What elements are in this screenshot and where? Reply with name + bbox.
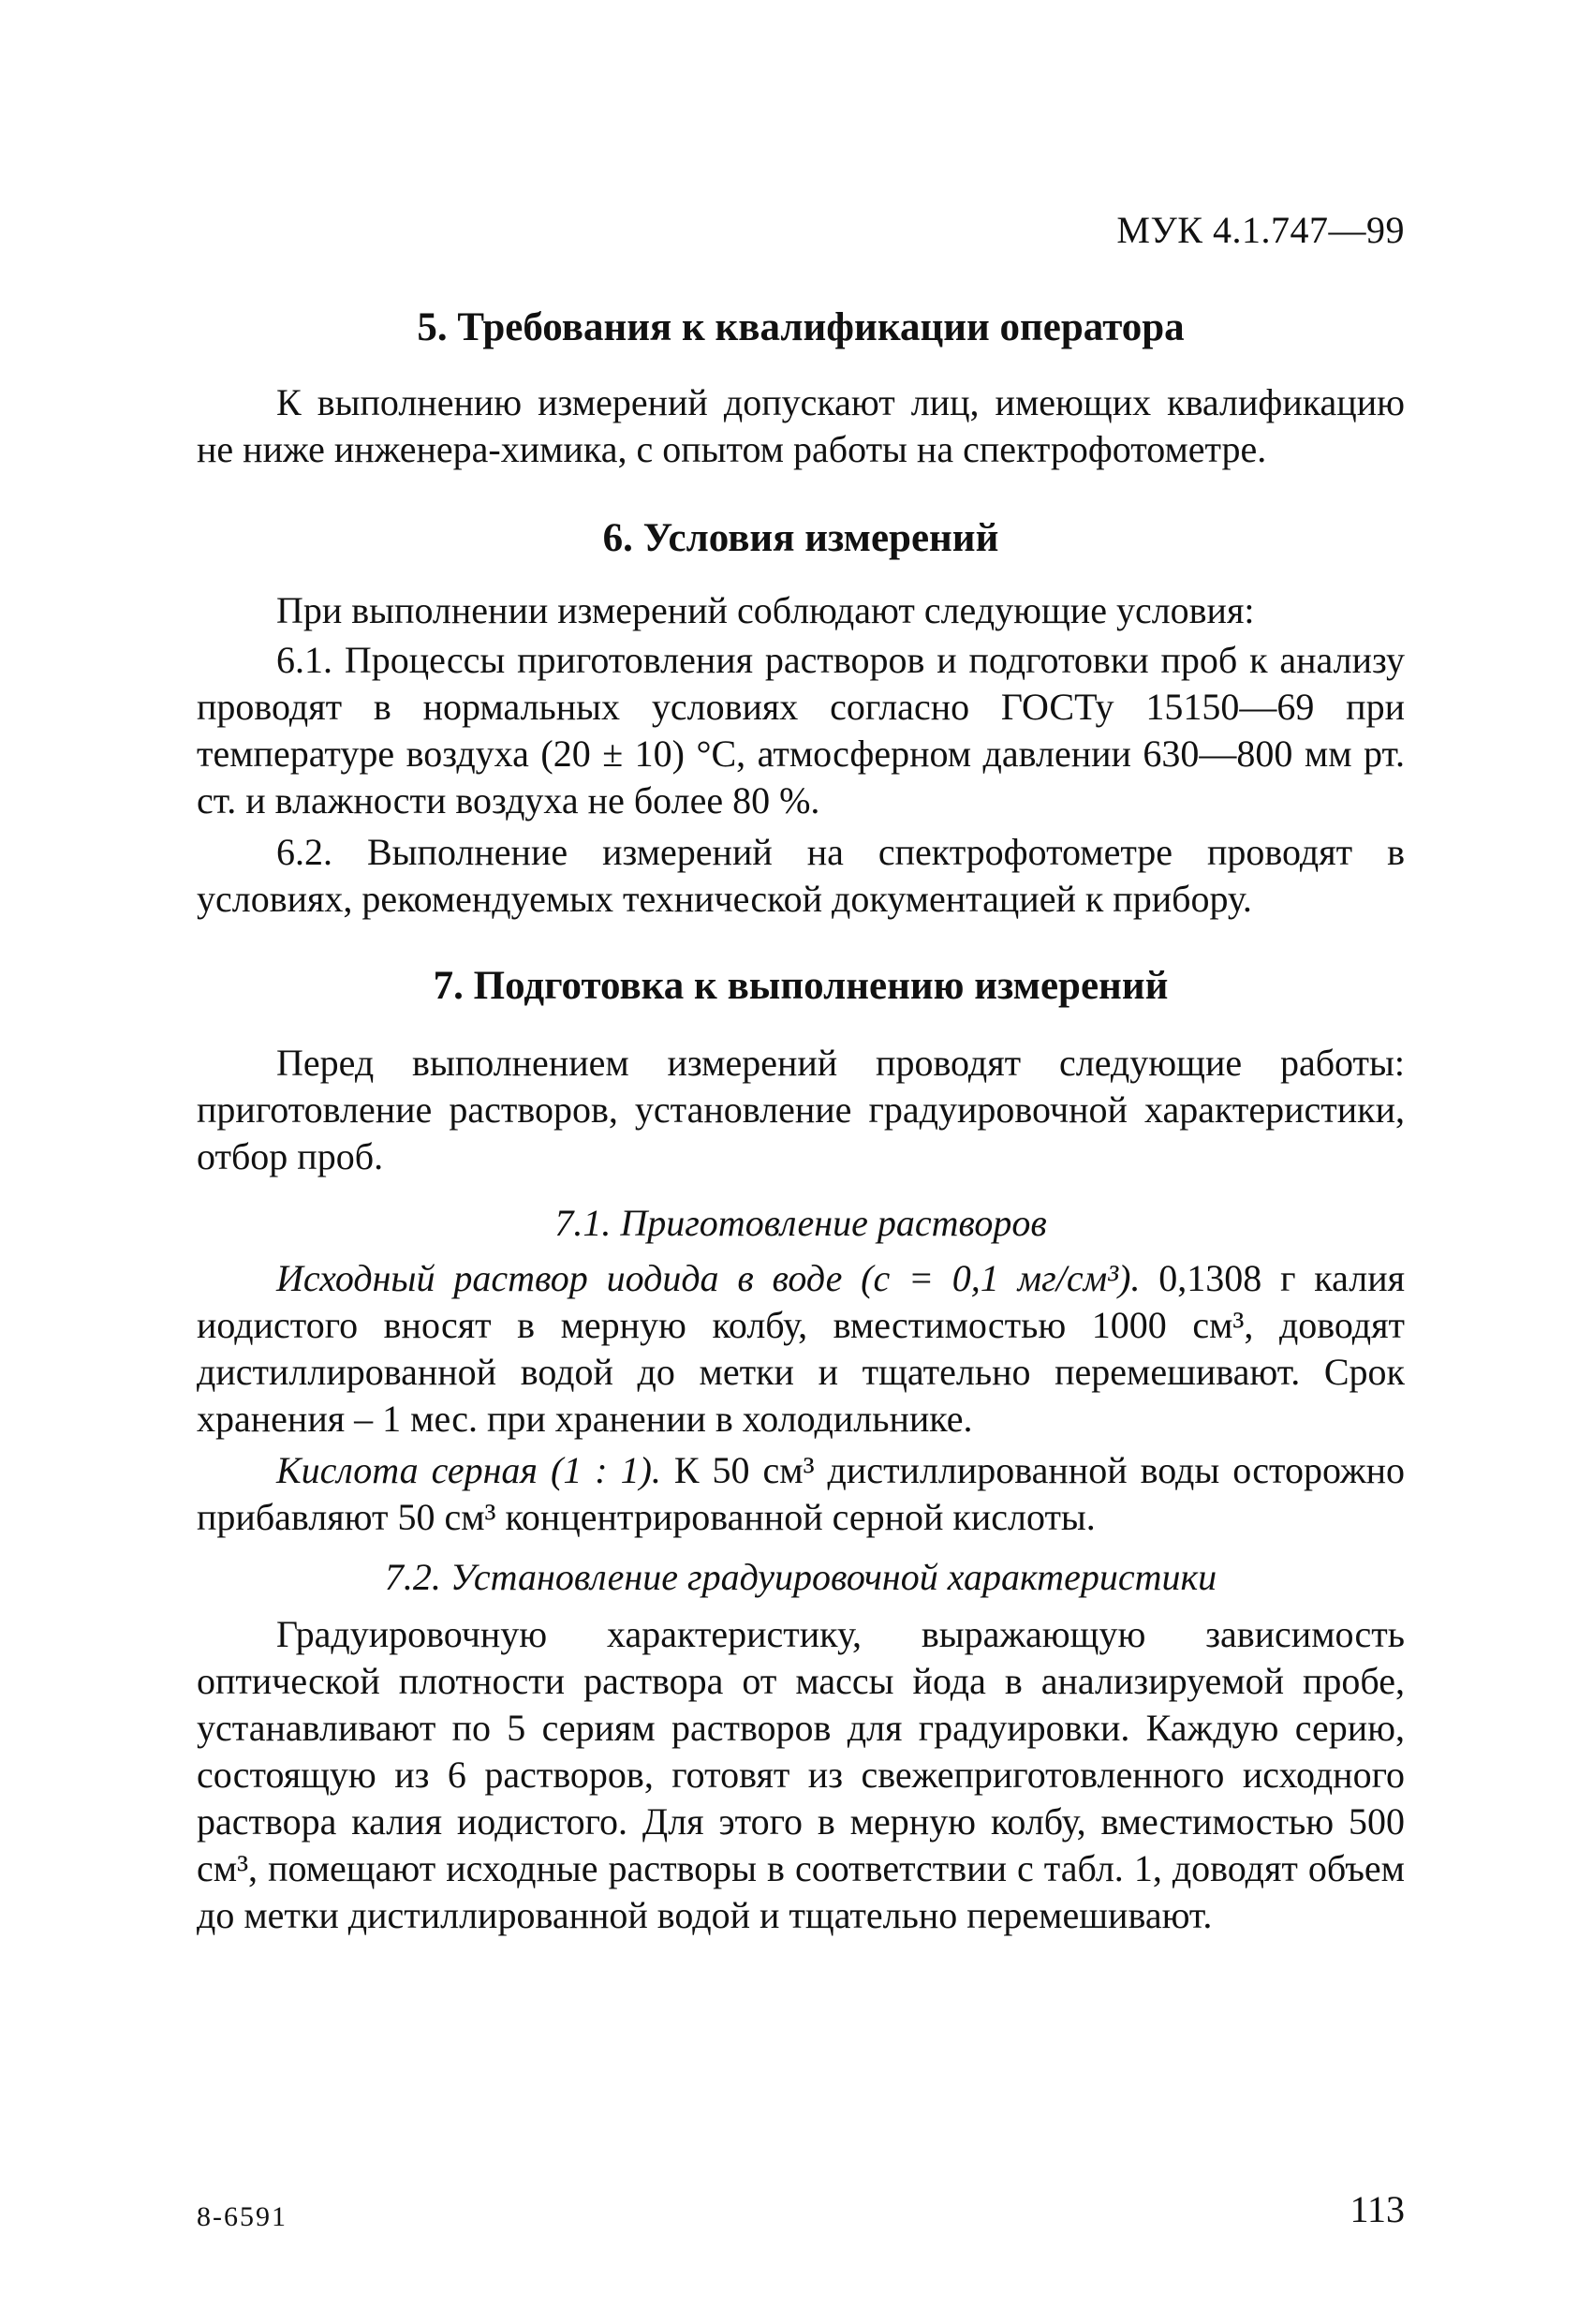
stock-solution-text: 0,1308 г калия иодистого вносят в мерную колбу, вместимостью 1000 см³, доводят дистиллированной водой до метки и тщательно перемешивают. Срок хранения – 1 мес. при хранении в холодильнике. xyxy=(197,1257,1406,1440)
stock-solution-paragraph xyxy=(197,1255,1405,1443)
section-6-item-2: 6.2. Выполнение измерений на спектрофотометре проводят в условиях, рекомендуемых технической документацией к прибору. xyxy=(197,831,1405,920)
document-page xyxy=(197,0,1405,2324)
section-6-heading: 6. Условия измерений xyxy=(602,516,999,560)
footer-code: 8-6591 xyxy=(197,2201,288,2232)
sulfuric-acid-paragraph xyxy=(197,1447,1405,1541)
section-6-intro: При выполнении измерений соблюдают следующие условия: xyxy=(276,589,1255,631)
subsection-7-1-title: 7.1. Приготовление растворов xyxy=(554,1202,1047,1244)
section-7-heading: 7. Подготовка к выполнению измерений xyxy=(433,964,1169,1008)
sulfuric-acid-text: К 50 см³ дистиллированной воды осторожно прибавляют 50 см³ концентрированной серной кислоты. xyxy=(197,1449,1405,1538)
subsection-7-2-title: 7.2. Установление градуировочной характеристики xyxy=(384,1556,1217,1598)
page-number: 113 xyxy=(1350,2188,1405,2230)
calibration-paragraph: Градуировочную характеристику, выражающую зависимость оптической плотности раствора от массы йода в анализируемой пробе, устанавливают по 5 сериям растворов для градуировки. Каждую серию, состоящую из 6 растворов, готовят из свежеприготовленного исходного раствора калия иодистого. Для этого в мерную колбу, вместимостью 500 см³, помещают исходные растворы в соответствии с табл. 1, доводят объем до метки дистиллированной водой и тщательно перемешивают. xyxy=(197,1613,1405,1936)
document-code: МУК 4.1.747—99 xyxy=(1116,209,1405,251)
section-5-text: К выполнению измерений допускают лиц, имеющих квалификацию не ниже инженера-химика, с опытом работы на спектрофотометре. xyxy=(197,381,1405,470)
sulfuric-acid-label: Кислота серная (1 : 1). xyxy=(276,1449,661,1491)
stock-solution-label: Исходный раствор иодида в воде (с = 0,1 мг/см³). xyxy=(276,1257,1141,1299)
section-5-heading: 5. Требования к квалификации оператора xyxy=(417,305,1185,349)
section-6-item-1: 6.1. Процессы приготовления растворов и подготовки проб к анализу проводят в нормальных условиях согласно ГОСТу 15150—69 при температуре воздуха (20 ± 10) °С, атмосферном давлении 630—800 мм рт. ст. и влажности воздуха не более 80 %. xyxy=(197,639,1405,822)
section-7-intro: Перед выполнением измерений проводят следующие работы: приготовление растворов, установление градуировочной характеристики, отбор проб. xyxy=(197,1042,1405,1177)
